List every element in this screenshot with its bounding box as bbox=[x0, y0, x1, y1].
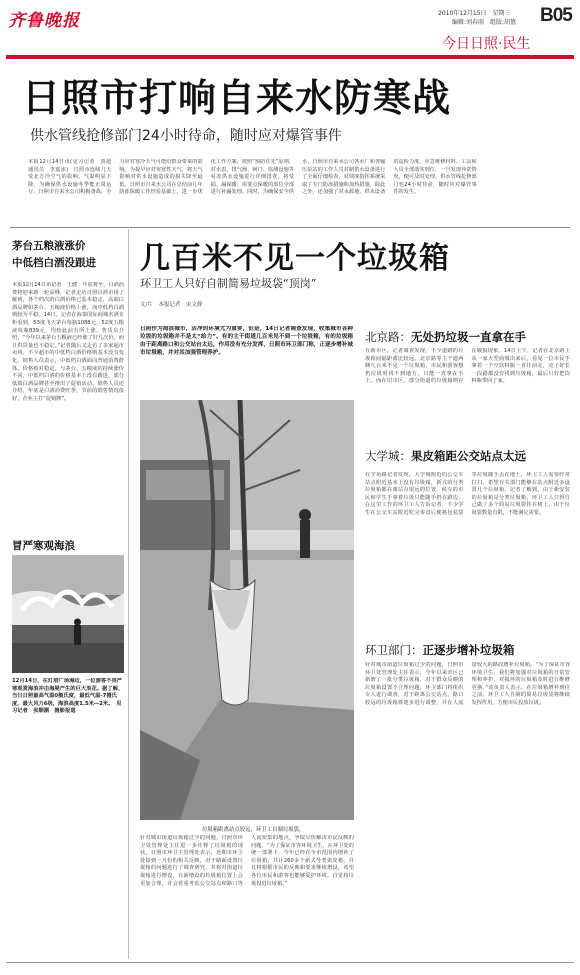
lead-article-text: 本报12月14日讯(见习记者 贾超 通讯员 李嘉冰) 日照市连续几天受北方冷空气的影响，气温明显下降，为确保供水设施冬季能正常运行，日照市自来水公司积极备战，全力应对寒冷天气可能给群众带来的影响。为提早应对突寒性天气，将天气影响对供水设施造成的损失降至最低，日照市自来水公司在总结前几年防冻保暖工作经验基础上，进一步优化工作方案，按照“预防在先”原则，对水表、排气阀、闸门、监测设施等易冻供水设施进行详细排查，将受损、漏保暖、需要点保暖的部位全部进行补漏处理。同时，为确保安全供水，日照市自来水公司各水厂和各输压泵站的工作人员对制供水设备进行了全面仔细检查，对调度指挥系统采取了专门防冻措施和加热措施，除此之外，还加强了对水源地、供水设备的巡检力度，应急维修材料、工具和人员全部落实到位，一旦发现异常情况，便可及时处理。供水管线抢修部门也24小时待命，随时应对爆管事件的发生。 bbox=[28, 159, 477, 196]
university-town-text: 在学苑路记者发现，大学城附近的公交车站点附近基本上没有垃圾箱，新式的分类垃圾箱都在离站点很远的位置，候车的市民和学生手拿着垃圾只能随手扔在路边。在这里工作的环卫工人告诉记者，不少学生在公交车站附近吃完零食后便将包装袋等垃圾随手丢在地上，环卫工人需要经常打扫，希望有关部门能够在站点附近多设置几个垃圾箱。记者了解到，由于新安装的垃圾箱是分类垃圾箱，环卫工人只得自己做了多个简易垃圾袋挂在树上，由于垃圾袋数量有限，不能满足需要。 bbox=[365, 472, 570, 516]
liquor-article bbox=[12, 282, 124, 527]
liquor-headline-line2: 中低档白酒没跟进 bbox=[12, 257, 96, 269]
garbage-bottom-article bbox=[140, 835, 354, 955]
waves-photo bbox=[12, 555, 124, 673]
garbage-byline: 文/片 本报记者 宋文静 bbox=[140, 302, 203, 308]
beijing-road-heading bbox=[365, 329, 526, 345]
waves-caption-text: 12月14日，在灯塔广场海边，一位游客不畏严寒观赏海浪冲击海堤产生的巨大浪花。据了解，当日日照最高气温0摄氏度，最低气温-7摄氏度，最大风力6级，海浪高度1.5米—2米。 见习记者 张顺潮 摄影报道 bbox=[12, 678, 124, 715]
garbage-lead-text: 日照作为海滨城市，洁净的环境尤为重要，但是，14日记者调查发现，收集城市各种垃圾的垃圾箱并不是太“给力”。有的主干街道几百米见不到一个垃圾箱，有的垃圾箱由于距离路口和公交站台太远，作用没有充分发挥，日照市环卫部门称，正逐步增补城市垃圾箱，并对其加强管理养护。 bbox=[140, 326, 353, 356]
beijing-road-label: 北京路： bbox=[365, 330, 411, 344]
waves-caption bbox=[12, 678, 124, 738]
liquor-article-text: 本报12月14日讯记者 王健 年底将至，白酒消费将迎来新一轮高峰，记者走访日照白酒市场了解到，各个档次的白酒价格已基本稳定，高端白酒品牌如茅台、五粮液价格上涨，而中低档白酒则较为平稳。14日，记者在海泰国际商城名酒专柜看到，53度飞天茅台每瓶1088元，52度五粮液每瓶839元，均较此前有所上涨，售货员介绍，“今年以来茅台五粮液已经涨了好几次价，而且供货量也不稳定。”记者随后又走访了多家超市卖场，不少超市的中低档白酒价格则基本没有变化，销售人员表示，中低档白酒面向普通消费群体，价格相对稳定。与茅台、五粮液的持续涨价不同，中低档白酒的价格基本上没有跟进，部分低端白酒品牌甚至推出了促销活动。销售人员还介绍，年底是白酒消费旺季，节前的销售情况很好，企业主打“促销牌”。 bbox=[12, 282, 124, 402]
street-photo-caption: 垃圾箱距离站点较远，环卫工自制垃圾袋。 bbox=[202, 827, 305, 833]
sanitation-dept-title: 正逐步增补垃圾箱 bbox=[422, 643, 515, 657]
section-divider bbox=[10, 227, 570, 228]
newspaper-logo: 齐鲁晚报 bbox=[8, 11, 80, 31]
sanitation-dept-body bbox=[365, 662, 570, 952]
beijing-road-text: 在新市区，记者调查发现，不少道路的垃圾箱间隔距离比较远，北京路等主干道两侧几百米不见一个垃圾箱，市民和游客想扔垃圾时找不到地方，只能一直拿在手上。而在旧市区，部分街道的垃圾箱则存在破损现象。14日上午，记者在北京路上从一家大型商城出来后，看见一位市民手拿着一个空饮料瓶一直往前走，走了好长一段路都没有找到垃圾箱，最后只好把饮料瓶带回了家。 bbox=[365, 348, 570, 385]
university-town-label: 大学城： bbox=[365, 449, 411, 463]
university-town-heading bbox=[365, 448, 526, 464]
university-town-body bbox=[365, 472, 570, 622]
sanitation-dept-text: 针对城市街道垃圾箱过少的问题，日照市环卫处管理处主任表示，今年以来市区已新增了一批分类垃圾箱，对于群众反映的垃圾箱设置不合理问题，环卫部门将组织专人进行调查，对于距离公交站点、路口较远的垃圾箱将逐步进行调整，并在人流量较大的路段增补垃圾箱。“为了保证市容环境卫生，我们将加强对垃圾箱的日常管理和养护，对损坏的垃圾箱及时进行维修更换。”该负责人表示，在垃圾箱增补到位之前，环卫工人自制的简易垃圾袋将继续发挥作用，方便市民投放垃圾。 bbox=[365, 662, 570, 706]
seawall-image bbox=[12, 555, 124, 673]
street-photo bbox=[140, 400, 354, 820]
liquor-headline-line1: 茅台五粮液涨价 bbox=[12, 240, 86, 252]
street-scene-image bbox=[140, 400, 354, 820]
editor-line: 编辑:刘春雨 组版:胡僖 bbox=[452, 19, 517, 26]
sanitation-dept-label: 环卫部门： bbox=[365, 643, 423, 657]
page-number: B05 bbox=[540, 5, 572, 26]
sanitation-dept-heading bbox=[365, 642, 515, 658]
lead-subheadline: 供水管线抢修部门24小时待命，随时应对爆管事件 bbox=[30, 128, 342, 144]
page-bottom-rule bbox=[6, 962, 574, 963]
garbage-subheadline: 环卫工人只好自制简易垃圾袋“顶岗” bbox=[140, 277, 317, 290]
garbage-lead bbox=[140, 326, 353, 388]
waves-headline: 冒严寒观海浪 bbox=[12, 540, 75, 552]
garbage-bottom-text: 针对城市街道垃圾箱过少的问题，日照市环卫处管理处主任进一步诠释了垃圾箱的现状，日照市环卫主管理处表示，近期市环卫处接到一月份的相关反映，对于路面设置垃圾箱的问题进行了调查研究，并将对街道垃圾箱进行增设，在新增设的垃圾箱位置上会更加合理，并会着重考虑公交站点和路口等人流密集的地点，争取尽快解决市民反映的问题。“为了保证市容环境卫生，在环卫处的统一部署下，今年已经在全市范围内增补了垃圾箱，共计260多个新式分类果皮箱，并且将根据市民的反映和要求继续增设，希望各位市民和游客也能够爱护环境，自觉将垃圾投进垃圾箱。” bbox=[140, 835, 354, 887]
beijing-road-body bbox=[365, 348, 570, 438]
beijing-road-title: 无处扔垃圾一直拿在手 bbox=[411, 330, 526, 344]
lead-article-body bbox=[28, 159, 568, 222]
garbage-headline: 几百米不见一个垃圾箱 bbox=[140, 241, 450, 276]
section-name: 今日日照·民生 bbox=[442, 36, 531, 52]
university-town-title: 果皮箱距公交站点太远 bbox=[411, 449, 526, 463]
masthead-rule bbox=[6, 55, 574, 59]
lead-headline: 日照市打响自来水防寒战 bbox=[22, 76, 452, 120]
date-line: 2010年12月15日 星期三 bbox=[438, 10, 511, 17]
